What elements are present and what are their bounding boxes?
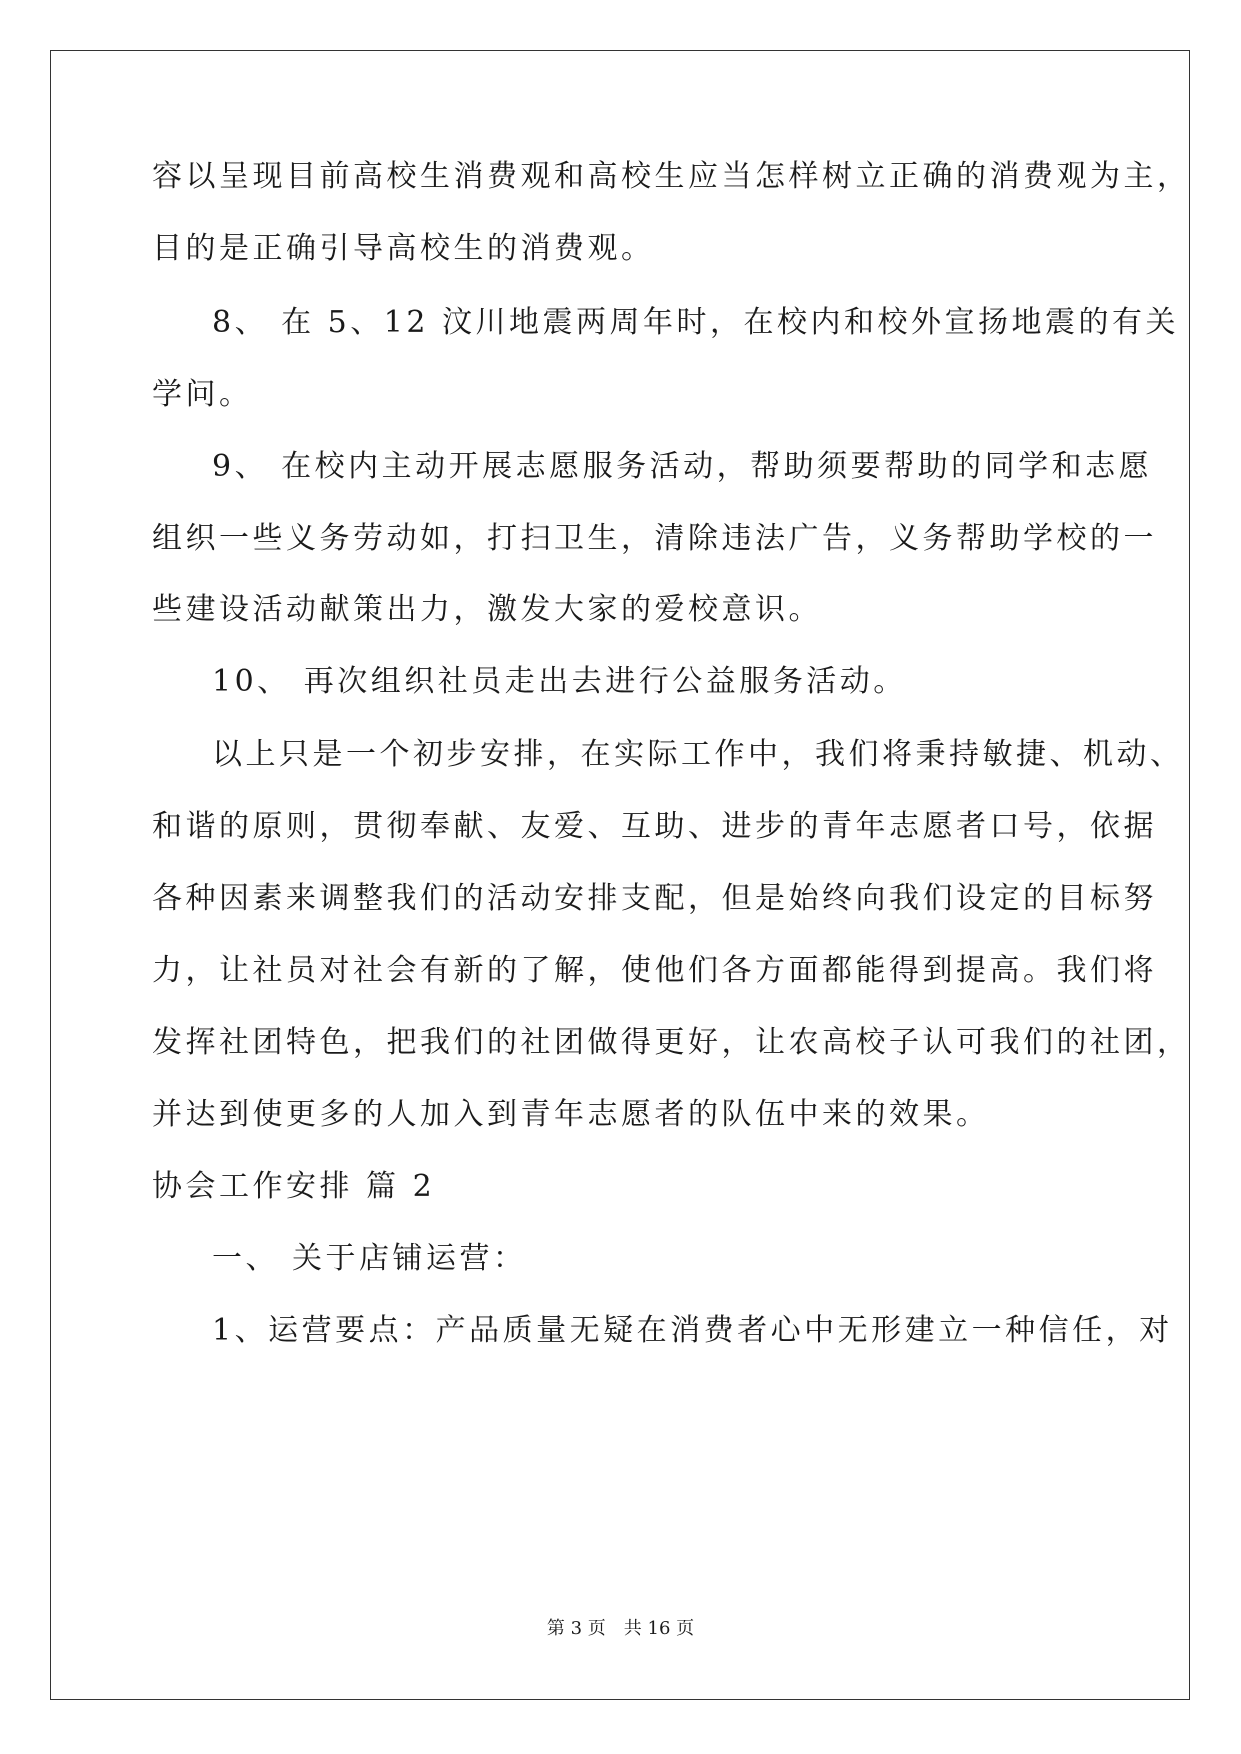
text-line: 和谐的原则，贯彻奉献、友爱、互助、进步的青年志愿者口号，依据 — [152, 809, 1157, 844]
text-line: 力，让社员对社会有新的了解，使他们各方面都能得到提高。我们将 — [152, 953, 1157, 988]
text-line: 并达到使更多的人加入到青年志愿者的队伍中来的效果。 — [152, 1097, 990, 1132]
text-line: 学问。 — [152, 377, 253, 412]
page-footer — [0, 1617, 1241, 1641]
text-line: 各种因素来调整我们的活动安排支配，但是始终向我们设定的目标努 — [152, 881, 1157, 916]
text-line: 9、 在校内主动开展志愿服务活动，帮助须要帮助的同学和志愿 — [212, 449, 1153, 484]
text-line: 8、 在 5、12 汶川地震两周年时，在校内和校外宣扬地震的有关 — [212, 305, 1179, 340]
text-line: 1、运营要点：产品质量无疑在消费者心中无形建立一种信任，对 — [212, 1313, 1173, 1348]
text-line: 目的是正确引导高校生的消费观。 — [152, 231, 655, 266]
text-line: 些建设活动献策出力，激发大家的爱校意识。 — [152, 592, 822, 627]
page-frame — [50, 50, 1190, 1700]
subheading: 一、 关于店铺运营： — [212, 1241, 527, 1276]
section-heading: 协会工作安排 篇 2 — [152, 1169, 436, 1204]
text-line: 发挥社团特色，把我们的社团做得更好，让农高校子认可我们的社团， — [152, 1025, 1191, 1060]
text-line: 10、 再次组织社员走出去进行公益服务活动。 — [212, 664, 907, 699]
page-number: 第 3 页 共 16 页 — [546, 1618, 695, 1639]
text-line: 容以呈现目前高校生消费观和高校生应当怎样树立正确的消费观为主， — [152, 159, 1191, 194]
text-line: 以上只是一个初步安排，在实际工作中，我们将秉持敏捷、机动、 — [212, 737, 1184, 772]
text-line: 组织一些义务劳动如，打扫卫生，清除违法广告，义务帮助学校的一 — [152, 521, 1157, 556]
